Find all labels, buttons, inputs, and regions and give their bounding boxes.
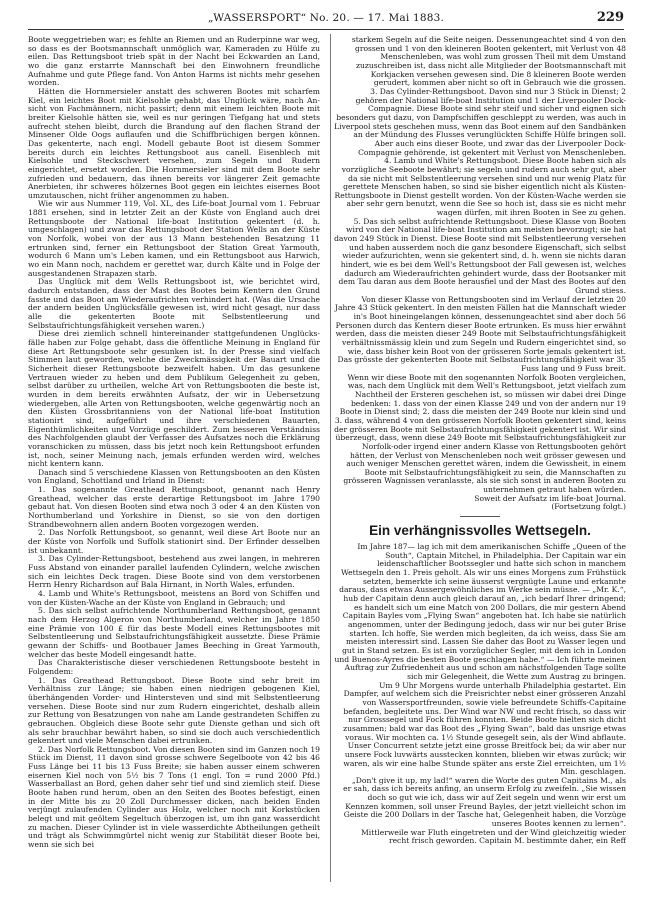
paragraph: Soweit der Aufsatz im life-boat Journal. bbox=[474, 493, 626, 503]
list-item: 1. Das sogenannte Greathead Rettungsboot, genannt nach Henry Greathead, welcher das erste derartige Rettungsboot im Jahre 1790 gebaut hat. Von diesen Booten sind etwa noch 3 oder 4 an den Küsten von Northumberland und Yorkshire in Dienst, so sie von den dortigen Strandbewohnern allen andern Booten vorgezogen werden. bbox=[28, 485, 320, 529]
paragraph: Diese drei ziemlich schnell hintereinander stattgefundenen Unglücksfälle haben zur Folge gehabt, dass die öffentliche Meinung in England für diese Art Rettungsboote sehr gesunken ist. In der Presse sind vielfach Stimmen laut geworden, welche die Zweckmässigkeit der Bauart und die Sicherheit dieser Rettungsboote bezweifelt haben. Um das gesunkene Vertrauen wieder zu heben und dem Publikum Gelegenheit zu geben, selbst darüber zu urtheilen, welche Art von Rettungsbooten die beste ist, wurden in dem bereits erwähnten Aufsatz, der wir in Uebersetzung wiedergeben, alle Arten von Rettungsbooten, welche gegenwärtig noch an den Küsten Grossbritanniens von der National life-boat Institution stationirt sind, aufgeführt und ihre verschiedenen Bauarten, Eigenthümlichkeiten und Vorzüge geschildert. Zum besseren Verständniss des Nachfolgenden glaubt der Verfasser des Aufsatzes noch die Erklärung voranschicken zu müssen, dass bis jetzt noch kein Rettungsboot erfunden ist, noch, seiner Meinung nach, jemals erfunden werden wird, welches nicht kentern kann. bbox=[28, 329, 320, 469]
paragraph: Mittlerweile war Fluth eingetreten und der Wind gleichzeitig wieder recht frisch geworden. Capitain M. bestimmte daher, ein Reff bbox=[361, 827, 626, 846]
header-rule bbox=[28, 29, 624, 30]
paragraph: Um 9 Uhr Morgens wurde unterhalb Philadelphia gestartet. Ein Dampfer, auf welchem sich die Preisrichter nebst einer grösseren Anzahl von Wassersportfreunden, sowie viele befreundete Schiffs-Capitaine befanden, begleitete uns. Der Wind war NW und recht frisch, so dass wir nur Grosssegel und Fock führen konnten. Beide Boote hielten sich dicht zusammen; bald war das Boot des „Flying Swan“, bald das unsrige etwas voraus. Wir mochten ca. 1½ Stunde gesegelt sein, als der Wind abflaute. Unser Concurrent setzte jetzt eine grosse Breitfock bei; da wir aber nur unsere Fock luvwärts ausstecken konnten, blieben wir etwas zurück; wir waren, als wir eine halbe Stunde später ans erste Ziel erreichten, um 1½ Min. geschlagen. bbox=[343, 680, 626, 777]
list-item: 3. Das Cylinder-Rettungsboot, bestehend aus zwei langen, in mehreren Fuss Abstand von einander parallel laufenden Cylindern, welche zwischen sich ein leichtes Deck tragen. Diese Boote sind von dem verstorbenen Herrn Henry Richardson auf Bala Hirnant, in North Wales, erfunden. bbox=[28, 554, 320, 590]
page-number: 229 bbox=[596, 10, 624, 25]
right-column bbox=[334, 36, 626, 882]
list-item: 5. Das sich selbst aufrichtende Rettungsboot. Diese Klasse von Booten wird von der National life-boat Institution am meisten bevorzugt; sie hat davon 249 Stück in Dienst. Diese Boote sind mit Selbstentleerung versehen und haben ausserdem noch die ganz besondere Eigenschaft, sich selbst wieder aufzurichten, wenn sie gekentert sind, d. h. wenn sie nichts daran hindert, wie es bei dem Well's Rettungsboot der Fall gewesen ist, welches dadurch am Wiederaufrichten gehindert wurde, dass der Bootsanker mit dem Tau daran aus dem Boote herausfiel und der Mast des Bootes auf den Grund stiess. bbox=[334, 216, 626, 296]
paragraph: Danach sind 5 verschiedene Klassen von Rettungsbooten an den Küsten von England, Schottland und Irland in Dienst: bbox=[28, 467, 320, 486]
paragraph: Boote weggetrieben war; es fehlte an Riemen und an Ruderpinne war weg, so dass es der Bootsmannschaft unmöglich war, Kameraden zu Hülfe zu eilen. Das Rettungsboot trieb spät in der Nacht bei Eckwarden an Land, wo die ganz erstarrte Mannschaft bei den Einwohnern freundliche Aufnahme und gute Pflege fand. Von Anton Harms ist nichts mehr gesehen worden. bbox=[28, 36, 320, 88]
running-header bbox=[28, 12, 624, 28]
paragraph: Das Charakteristische dieser verschiedenen Rettungsboote besteht in Folgendem: bbox=[28, 658, 320, 676]
paragraph: Im Jahre 187— lag ich mit dem amerikanischen Schiffe „Queen of the South“, Captain Mitchel, in Philadelphia. Der Capitain war ein leidenschaftlicher Bootssegler und hatte sich schon in manchem Wettsegeln den 1. Preis geholt. Als wir uns eines Morgens zum Frühstück setzten, bemerkte ich seine äusserst vergnügte Laune und erkannte daraus, dass etwas Aussergewöhnliches im Werke sein müsse. — „Mr. K.“, hub der Capitain denn auch gleich darauf an, „ich bedarf Ihrer dringend; es handelt sich um eine Match von 200 Dollars, die mir gestern Abend Capitain Bayles vom „Flying Swan“ angeboten hat. Ich habe sie natürlich angenommen, unter der Bedingung jedoch, dass wir nur bei guter Brise starten. Ich hoffe, Sie werden mich begleiten, da ich weiss, dass Sie am meisten interessirt sind. Lassen Sie daher das Boot zu Wasser legen und gut in Stand setzen. Es ist ein vorzüglicher Segler, mit dem ich in London und Buenos-Ayres die besten Boote geschlagen habe.“ — Ich führte meinen Auftrag zur Zufriedenheit aus und schon am nächstfolgenden Tage sollte sich mir Gelegenheit, die Wette zum Austrag zu bringen. bbox=[334, 542, 626, 681]
paragraph: Das Unglück mit dem Wells Rettungsboot ist, wie berichtet wird, dadurch entstanden, dass der Mast des Bootes beim Kentern den Grund fasste und das Boot am Wiederaufrichten verhindert hat. (Was die Ursache der andern beiden Unglücksfälle gewesen ist, wird nicht gesagt, nur dass alle die gekenterten Boote mit Selbstentleerung und Selbstaufrichtungsfähigkeit versehen waren.) bbox=[28, 277, 320, 330]
list-item: 1. Das Greathead Rettungsboot. Diese Boote sind sehr breit im Verhältniss zur Länge; sie haben einen niedrigen gebogenen Kiel, überhängenden Vorder- und Hintersteven und sind mit Selbstentleerung versehen. Diese Boote sind nur zum Rudern eingerichtet, deshalb allein zur Rettung von Besatzungen von nahe am Lande gestrandeten Schiffen zu gebrauchen. Obgleich diese Boote sehr gute Dienste gethan und sich oft als sehr brauchbar bewährt haben, so sind sie doch auch verschiedentlich gekentert und viele Menschen dabei ertrunken. bbox=[28, 675, 320, 746]
paragraph: starkem Segeln auf die Seite neigen. Dessenungeachtet sind 4 von den grossen und 1 von den kleineren Booten gekentert, mit Verlust von 48 Menschenleben, was wohl zum grossen Theil mit dem Umstand zuzuschreiben ist, dass nicht alle Mitglieder der Bootsmannschaft mit Korkjacken versehen gewesen sind. Die 8 kleineren Boote werden gerudert, kommen aber nicht so oft in Gebrauch wie die grossen. bbox=[351, 36, 626, 88]
continuation-note: (Fortsetzung folgt.) bbox=[551, 502, 626, 512]
paragraph: Hätten die Hornmersieler anstatt des schweren Bootes mit scharfem Kiel, ein leichtes Boot mit Kielsohle gehabt, das Unglück wäre, nach Ansicht von Fachmännern, nicht passirt; denn mit einem leichten Boote mit breiter Kielsohle hätten sie, weil es nur geringen Tiefgang hat und stets aufrecht stehen bleibt, durch die Brandung auf den flachen Strand der Minsener Olde Oogs auflaufen und die Schiffbrüchigen bergen können. Das gekenterte, nach engl. Modell gebaute Boot ist diesem Sommer bereits durch ein leichtes Rettungsboot aus canell. Eisenblech mit Kielsohle und Steckschwert versehen, zum Segeln und Rudern eingerichtet, ersetzt worden. Die Hornmersieler sind mit dem Boote sehr zufrieden und bedauern, das ihnen bereits vor längerer Zeit gemachte Anerbieten, ihr schweres hölzernes Boot gegen ein leichtes eisernes Boot umzutauschen, nicht früher angenommen zu haben. bbox=[28, 86, 320, 200]
list-item: 2. Das Norfolk Rettungsboot. Von diesen Booten sind im Ganzen noch 19 Stück im Dienst, 11 davon sind grosse schwere Segelboote von 42 bis 46 Fuss Länge bei 11 bis 13 Fuss Breite; sie haben ausser einem schweren eisernen Kiel noch von 5½ bis 7 Tons (1 engl. Ton = rund 2000 Pfd.) Wasserballast an Bord, gehen daher sehr tief und sind ziemlich steif. Diese Boote haben rund herum, oben an den Seiten des Bootes befestigt, einen in der Mitte bis zu 20 Zoll Durchmesser dicken, nach beiden Enden verjüngt zulaufenden Cylinder aus Holz, welcher noch mit Korkstücken belegt und mit geöltem Segeltuch überzogen ist, um ihn ganz wasserdicht zu machen. Dieser Cylinder ist in viele wasserdichte Abtheilungen getheilt und trägt als Schwimmgürtel nicht wenig zur Stabilität dieser Boote bei, wenn sie sich bei bbox=[28, 744, 320, 850]
article-title: Ein verhängnissvolles Wettsegeln. bbox=[369, 523, 591, 539]
list-item: 4. Lamb und White's Rettungsboot. Diese Boote haben sich als vorzügliche Seeboote bewährt; sie segeln und rudern auch sehr gut, aber da sie nicht mit Selbstentleerung versehen sind und nur wenig Platz für gerettete Menschen haben, so sind sie bisher eigentlich nicht als Küsten-Rettungsboote in Dienst gestellt worden. Von der Küsten-Wache werden sie aber sehr gern benutzt, wenn die See so hoch ist, dass sie es nicht mehr wagen dürfen, mit ihren Booten in See zu gehen. bbox=[334, 156, 626, 218]
paragraph: Wie wir aus Nummer 119, Vol. XL, des Life-boat Journal vom 1. Februar 1881 ersehen, sind in letzter Zeit an der Küste von England auch drei Rettungsboote der National life-boat Institution gekentert (d. h. umgeschlagen) und zwar das Rettungsboot der Station Wells an der Küste von Norfolk, wobei von der aus 13 Mann bestehenden Besatzung 11 ertrunken sind, ferner ein Rettungsboot der Station Great Yarmouth, wodurch 6 Mann um's Leben kamen, und ein Rettungsboot aus Harwich, wo ein Mann noch, nachdem er gerettet war, durch Kälte und in Folge der ausgestandenen Strapazen starb. bbox=[28, 199, 320, 278]
list-item: 5. Das sich selbst aufrichtende Northumberland Rettungsboot, genannt nach dem Herzog Algeron von Northumberland, welcher im Jahre 1850 eine Prämie von 100 £ für das beste Modell eines Rettungsbootes mit Selbstentleerung und Selbstaufrichtungsfähigkeit aussetzte. Diese Prämie gewann der Schiffs- und Bootbauer James Beeching in Great Yarmouth, welcher das beste Modell eingesandt hatte. bbox=[28, 606, 320, 659]
list-item: 2. Das Norfolk Rettungsboot, so genannt, weil diese Art Boote nur an der Küste von Norfolk und Suffolk stationirt sind. Der Erfinder desselben ist unbekannt. bbox=[28, 528, 320, 555]
column-divider bbox=[330, 34, 331, 882]
paragraph: „Don't give it up, my lad!“ waren die Worte des guten Capitains M., als er sah, dass ich bereits anfing, an unserm Erfolg zu zweifeln. „Sie wissen doch so gut wie ich, dass wir auf Zeit segeln und wenn wir erst um Kennzen kommen, soll unser Freund Bayles, der jetzt vielleicht schon im Geiste die 200 Dollars in der Tasche hat, Gelegenheit haben, die Vorzüge unseres Bootes kennen zu lernen“. bbox=[343, 775, 626, 829]
left-column bbox=[28, 36, 320, 882]
running-title: „WASSERSPORT“ No. 20. — 17. Mai 1883. bbox=[207, 12, 445, 24]
list-item: 3. Das Cylinder-Rettungsboot. Davon sind nur 3 Stück in Dienst; 2 gehören der National life-boat Institution und 1 der Liverpooler Dock-Compagnie. Diese Boote sind sehr steif und sicher und eignen sich besonders gut dazu, von Dampfschiffen geschleppt zu werden, was auch in Liverpool stets geschehen muss, wenn das Boot einem auf den Sandbänken an der Mündung des Flusses verunglückten Schiffe Hülfe bringen soll. Aber auch eins dieser Boote, und zwar das der Liverpooler Dock-Compagnie gehörende, ist gekentert mit Verlust von Menschenleben. bbox=[334, 86, 626, 157]
paragraph: Von dieser Klasse von Rettungsbooten sind im Verlauf der letzten 20 Jahre 43 Stück gekentert. In den meisten Fällen hat die Mannschaft wieder in's Boot hineingelangen können, dessenungeachtet sind aber doch 56 Personen durch das Kentern dieser Boote ertrunken. Es muss hier erwähnt werden, dass die meisten dieser 249 Boote mit Selbstaufrichtungsfähigkeit verhältnissmässig klein und zum Segeln und Rudern eingerichtet sind, so wie, dass bisher kein Boot von der grösseren Sorte jemals gekentert ist. Das grösste der gekenterten Boote mit Selbstaufrichtungsfähigkeit war 35 Fuss lang und 9 Fuss breit. bbox=[334, 294, 626, 373]
paragraph: Wenn wir diese Boote mit den sogenannten Norfolk Booten vergleichen, was, nach dem Unglück mit dem Well's Rettungsboot, jetzt vielfach zum Nachtheil der Ersteren geschehen ist, so müssen wir dabei drei Dinge bedenken: 1. dass von der einen Klasse 249 und von der andern nur 19 Boote in Dienst sind; 2. dass die meisten der 249 Boote nur klein sind und 3. dass, während 4 von den grösseren Norfolk Booten gekentert sind, keins der grösseren Boote mit Selbstaufrichtungsfähigkeit gekentert ist. Wir sind überzeugt, dass, wenn diese 249 Boote mit Selbstaufrichtungsfähigkeit zur Norfolk-oder irgend einer andern Klasse von Rettungsbooten gehört hätten, der Verlust von Menschenleben noch weit grösser gewesen und auch weniger Menschen gerettet wären, indem die Gewissheit, in einem Boote mit Selbstaufrichtungsfähigkeit zu sein, die Mannschaften zu grösseren Wagnissen veranlasste, als sie sich sonst in anderen Booten zu unternehmen getraut haben würden. bbox=[334, 372, 626, 495]
list-item: 4. Lamb und White's Rettungsboot, meistens an Bord von Schiffen und von der Küsten-Wache an der Küste von England in Gebrauch; und bbox=[28, 589, 320, 607]
section-divider bbox=[460, 516, 500, 517]
